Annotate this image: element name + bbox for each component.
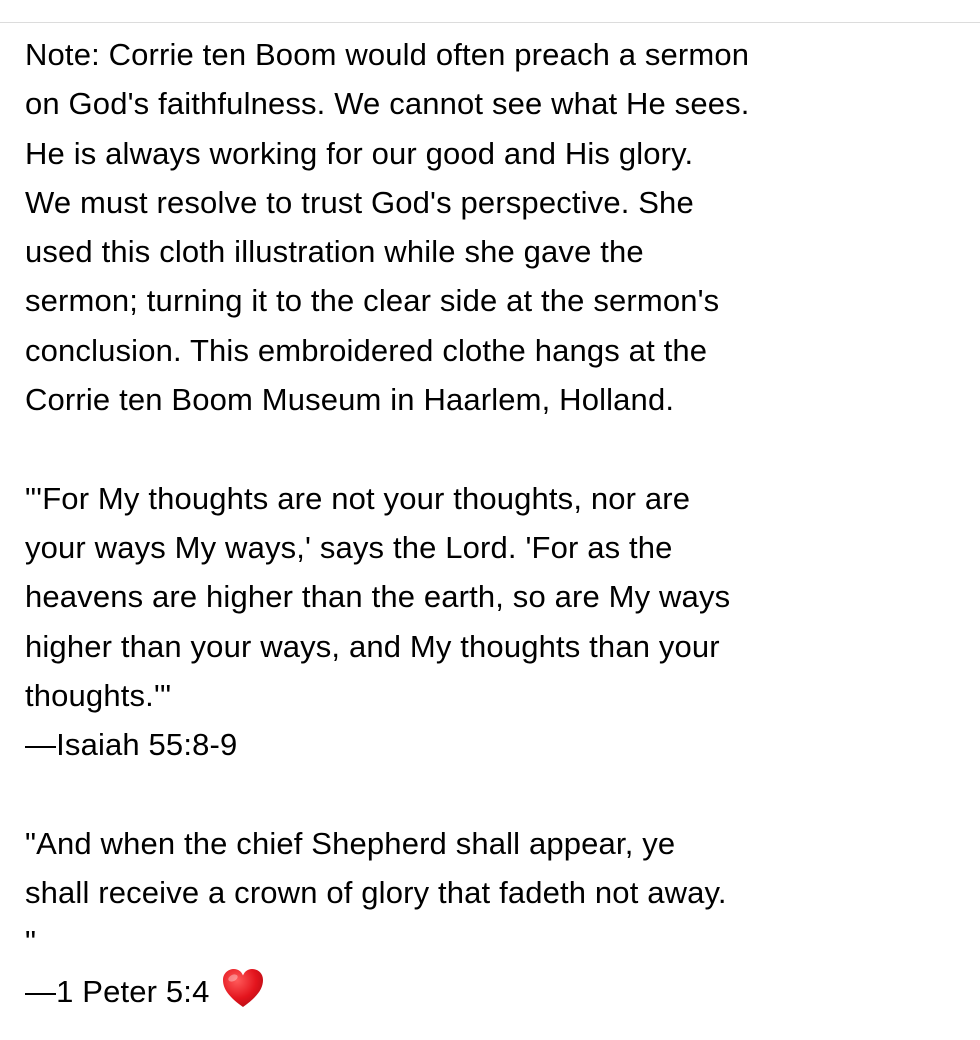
note-line: He is always working for our good and His glory. bbox=[25, 135, 694, 171]
note-line: sermon; turning it to the clear side at the sermon's bbox=[25, 283, 720, 319]
blank-line bbox=[25, 769, 975, 818]
note-line: Note: Corrie ten Boom would often preach a sermon bbox=[25, 37, 750, 72]
note-line: We must resolve to trust God's perspective. She bbox=[25, 184, 694, 220]
quote-line: higher than your ways, and My thoughts than your bbox=[25, 628, 720, 664]
note-line: Corrie ten Boom Museum in Haarlem, Holland. bbox=[25, 382, 675, 418]
scripture-reference: —Isaiah 55:8-9 bbox=[25, 727, 238, 763]
note-line: on God's faithfulness. We cannot see what He sees. bbox=[25, 86, 750, 122]
quote-line: heavens are higher than the earth, so are My ways bbox=[25, 579, 731, 615]
quote-line: shall receive a crown of glory that fadeth not away. bbox=[25, 875, 727, 911]
quote-line: your ways My ways,' says the Lord. 'For as the bbox=[25, 529, 673, 565]
scripture-reference-line bbox=[25, 967, 975, 1016]
top-divider bbox=[0, 22, 980, 23]
blank-line bbox=[25, 424, 975, 473]
quote-line: "And when the chief Shepherd shall appear, ye bbox=[25, 825, 676, 861]
note-line: conclusion. This embroidered clothe hangs at the bbox=[25, 332, 708, 368]
note-line: used this cloth illustration while she gave the bbox=[25, 234, 644, 270]
quote-line: "'For My thoughts are not your thoughts, nor are bbox=[25, 480, 691, 516]
red-heart-icon bbox=[221, 967, 265, 1011]
quote-line: " bbox=[25, 924, 37, 960]
quote-line: thoughts.'" bbox=[25, 677, 172, 713]
scripture-reference: —1 Peter 5:4 bbox=[25, 973, 210, 1009]
note-body[interactable] bbox=[25, 30, 975, 1016]
